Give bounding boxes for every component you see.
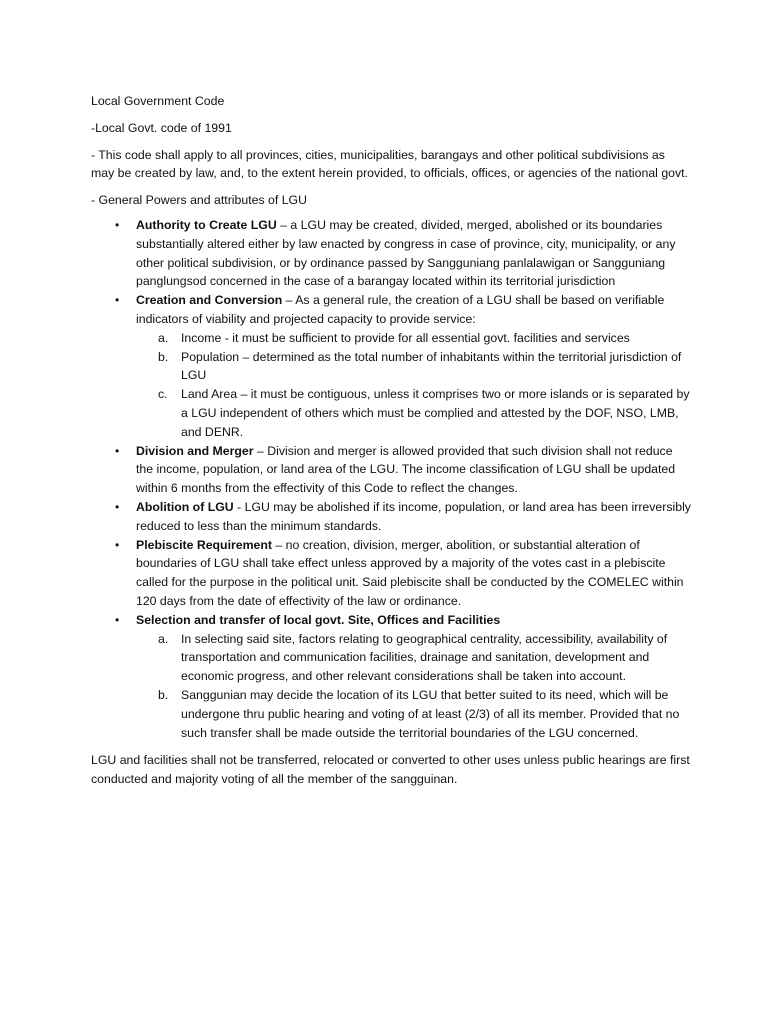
sub-list-item — [136, 348, 691, 386]
item-term: Division and Merger — [136, 443, 254, 458]
sub-item-text: Sanggunian may decide the location of its LGU that better suited to its need, which will be undergone thru public hearing and voting of at least (2/3) of all its member. Provided that no such transfer shall be made outside the territorial boundaries of the LGU concerned. — [181, 687, 680, 740]
item-term: Plebiscite Requirement — [136, 537, 272, 552]
bullet-icon: • — [115, 443, 120, 458]
item-term: Selection and transfer of local govt. Site, Offices and Facilities — [136, 612, 501, 627]
bullet-icon: • — [115, 293, 120, 308]
item-term: Creation and Conversion — [136, 293, 283, 308]
closing-paragraph: LGU and facilities shall not be transferred, relocated or converted to other uses unless public hearings are first conducted and majority voting of all the member of the sangguinan. — [91, 753, 690, 787]
item-text: – Division and merger is allowed provided that such division shall not reduce the income, population, or land area of the LGU. The income classification of LGU shall be updated within 6 months from the effectivity of this Code to reflect the changes. — [136, 443, 676, 496]
sub-item-text: In selecting said site, factors relating to geographical centrality, accessibility, availability of transportation and communication facilities, drainage and sanitation, development and economic progress, and other relevant considerations shall be taken into account. — [181, 631, 668, 684]
sub-list — [136, 630, 691, 743]
item-text: – a LGU may be created, divided, merged, abolished or its boundaries substantially altered either by law enacted by congress in case of province, city, municipality, or any other political subdivision, or by ordinance passed by Sangguniang panlalawigan or Sangguniang panglungsod concerned in the case of a barangay located within its territorial jurisdiction — [136, 217, 676, 289]
sub-item-letter: c. — [158, 387, 168, 402]
powers-list — [91, 216, 691, 742]
powers-heading: - General Powers and attributes of LGU — [91, 193, 307, 208]
bullet-icon: • — [115, 217, 120, 232]
list-item — [91, 611, 691, 743]
sub-item-text: Income - it must be sufficient to provide for all essential govt. facilities and services — [181, 330, 630, 345]
intro-paragraph: - This code shall apply to all provinces, cities, municipalities, barangays and other political subdivisions as may be created by law, and, to the extent herein provided, to officials, offices, or agencies of the national govt. — [91, 147, 688, 181]
list-item — [91, 498, 691, 536]
sub-item-text: Land Area – it must be contiguous, unless it comprises two or more islands or is separated by a LGU independent of others which must be complied and attested by the DOF, NSO, LMB, and DENR. — [181, 387, 690, 439]
list-item — [91, 216, 691, 291]
sub-list-item — [136, 630, 691, 686]
item-text: – no creation, division, merger, abolition, or substantial alteration of boundaries of LGU shall take effect unless approved by a majority of the votes cast in a plebiscite called for the purpose in the political unit. Said plebiscite shall be conducted by the COMELEC within 120 days from the date of effectivity of the law or ordinance. — [136, 537, 684, 608]
document-subtitle: -Local Govt. code of 1991 — [91, 120, 232, 135]
document-body — [91, 92, 691, 797]
sub-item-letter: b. — [158, 687, 169, 702]
sub-item-letter: a. — [158, 330, 169, 345]
sub-item-letter: a. — [158, 631, 169, 646]
item-term: Abolition of LGU — [136, 499, 234, 514]
item-term: Authority to Create LGU — [136, 217, 277, 232]
sub-list-item — [136, 385, 691, 441]
list-item — [91, 442, 691, 498]
sub-item-text: Population – determined as the total number of inhabitants within the territorial jurisdiction of LGU — [181, 349, 682, 383]
bullet-icon: • — [115, 537, 120, 552]
sub-list-item — [136, 686, 691, 742]
sub-item-letter: b. — [158, 349, 169, 364]
document-title: Local Government Code — [91, 94, 225, 108]
bullet-icon: • — [115, 612, 120, 627]
list-item — [91, 291, 691, 441]
item-text: - LGU may be abolished if its income, population, or land area has been irreversibly reduced to less than the minimum standards. — [136, 499, 691, 533]
sub-list-item — [136, 329, 691, 348]
item-text: – As a general rule, the creation of a LGU shall be based on verifiable indicators of viability and projected capacity to provide service: — [136, 293, 665, 326]
list-item — [91, 536, 691, 611]
sub-list — [136, 329, 691, 442]
bullet-icon: • — [115, 499, 120, 514]
